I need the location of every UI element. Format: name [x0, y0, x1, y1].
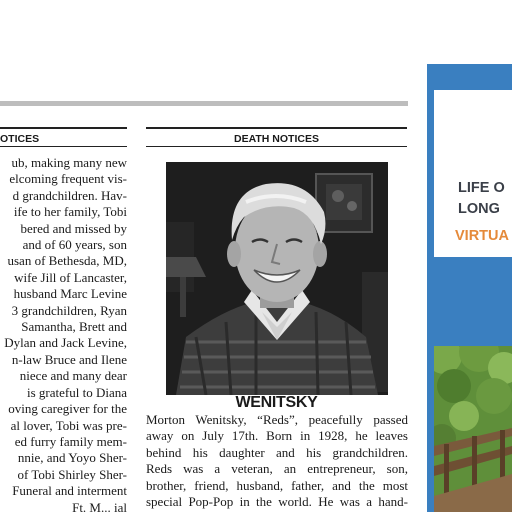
text-line: d grandchildren. Hav-: [12, 187, 127, 203]
death-notices-header: DEATH NOTICES: [146, 127, 407, 147]
text-line: husband Marc Levine: [13, 286, 127, 302]
text-line: Funeral and interment: [12, 483, 127, 499]
portrait-image: [166, 162, 388, 395]
text-line: Morton Wenitsky, “Reds”, peacefully passed: [146, 412, 408, 427]
text-line: 3 grandchildren, Ryan: [11, 302, 127, 318]
ad-headline-line1: LIFE O: [458, 180, 505, 196]
text-line: and of 60 years, son: [22, 237, 127, 253]
left-column-text: [0, 155, 127, 512]
obituary-name: WENITSKY: [235, 394, 318, 411]
text-line: ife to her family, Tobi: [13, 204, 127, 220]
ad-tagline: VIRTUA: [455, 228, 509, 244]
text-line: bered and missed by: [20, 220, 127, 236]
text-line: niece and many dear: [19, 368, 127, 384]
text-line: away on July 17th. Born in 1928, he leaves: [146, 428, 408, 444]
text-line: of Tobi Shirley Sher-: [17, 466, 127, 482]
text-line: al lover, Tobi was pre-: [10, 417, 127, 433]
ad-photo: [434, 346, 512, 512]
text-line: behind his daughter and his grandchildren.: [146, 444, 408, 460]
section-rule: [0, 101, 408, 106]
text-line: ed furry family mem-: [14, 433, 127, 449]
left-column-header: [0, 127, 127, 147]
text-line: usan of Bethesda, MD,: [7, 253, 127, 269]
ad-headline-line2: LONG: [458, 201, 500, 217]
text-line: Reds was a veteran, an entrepreneur, son,: [146, 461, 408, 477]
obituary-body: [146, 412, 408, 510]
text-line: n-law Bruce and Ilene: [11, 351, 127, 367]
garden-bridge-image: [434, 346, 512, 512]
text-line: nnie, and Yoyo Sher-: [17, 450, 127, 466]
text-line: Samantha, Brett and: [21, 319, 127, 335]
text-line: brother, friend, husband, father, and the most: [146, 477, 408, 493]
text-line: wife Jill of Lancaster,: [14, 269, 127, 285]
left-column-header-text: OTICES: [0, 133, 40, 145]
text-line: is grateful to Diana: [27, 384, 127, 400]
text-line: ub, making many new: [11, 155, 127, 170]
text-line: special Pop-Pop in the world. He was a hand-: [146, 494, 408, 510]
text-line: Ft. M... ial: [72, 499, 127, 512]
obituary-photo: [166, 162, 388, 395]
text-line: Dylan and Jack Levine,: [4, 335, 127, 351]
text-line: elcoming frequent vis-: [9, 171, 127, 187]
text-line: oving caregiver for the: [8, 401, 127, 417]
